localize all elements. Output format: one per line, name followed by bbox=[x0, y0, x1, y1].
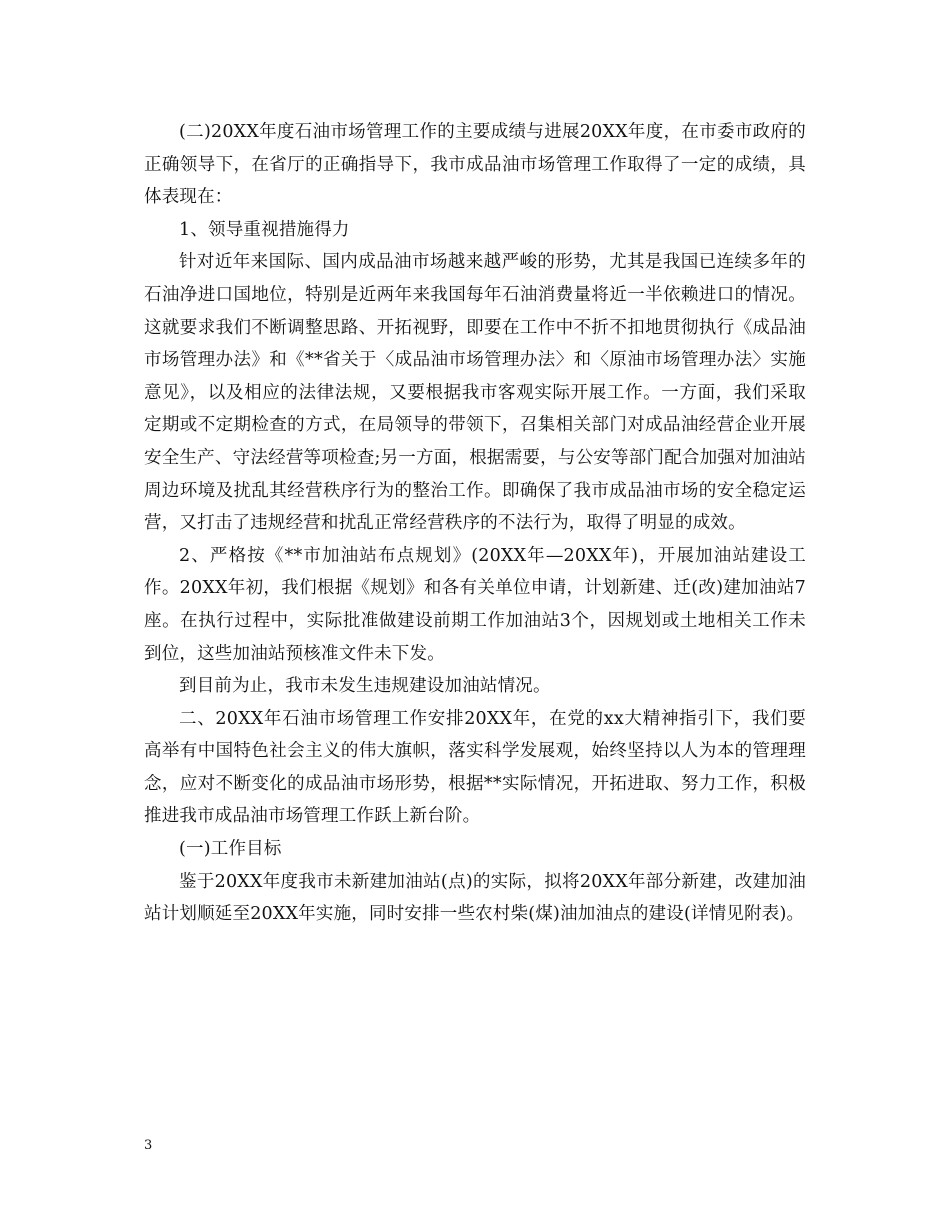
paragraph-heading-leadership: 1、领导重视措施得力 bbox=[179, 219, 350, 240]
paragraph-station-planning: 2、严格按《**市加油站布点规划》(20XX年—20XX年)，开展加油站建设工作。20XX年初，我们根据《规划》和各有关单位申请，计划新建、迁(改)建加油站7座。在执行过程中，实际批准做建设前期工作加油站3个，因规划或土地相关工作未到位，这些加油站预核准文件未下发。 bbox=[144, 545, 806, 664]
paragraph-work-arrangement: 二、20XX年石油市场管理工作安排20XX年，在党的xx大精神指引下，我们要高举有中国特色社会主义的伟大旗帜，落实科学发展观，始终坚持以人为本的管理理念，应对不断变化的成品油市场形势，根据**实际情况，开拓进取、努力工作，积极推进我市成品油市场管理工作跃上新台阶。 bbox=[144, 708, 806, 827]
paragraph-no-violations: 到目前为止，我市未发生违规建设加油站情况。 bbox=[179, 676, 551, 697]
page-number: 3 bbox=[144, 1138, 153, 1153]
paragraph-market-situation: 针对近年来国际、国内成品油市场越来越严峻的形势，尤其是我国已连续多年的石油净进口国地位，特别是近两年来我国每年石油消费量将近一半依赖进口的情况。这就要求我们不断调整思路、开拓视野，即要在工作中不折不扣地贯彻执行《成品油市场管理办法》和《**省关于〈成品油市场管理办法〉和〈原油市场管理办法〉实施意见》，以及相应的法律法规，又要根据我市客观实际开展工作。一方面，我们采取定期或不定期检查的方式，在局领导的带领下，召集相关部门对成品油经营企业开展安全生产、守法经营等项检查;另一方面，根据需要，与公安等部门配合加强对加油站周边环境及扰乱其经营秩序行为的整治工作。即确保了我市成品油市场的安全稳定运营，又打击了违规经营和扰乱正常经营秩序的不法行为，取得了明显的成效。 bbox=[144, 252, 806, 534]
document-body bbox=[144, 116, 806, 931]
paragraph-heading-goals: (一)工作目标 bbox=[179, 839, 282, 860]
paragraph-section-progress: (二)20XX年度石油市场管理工作的主要成绩与进展20XX年度，在市委市政府的正确领导下，在省厅的正确指导下，我市成品油市场管理工作取得了一定的成绩，具体表现在： bbox=[144, 122, 806, 208]
paragraph-goals-detail: 鉴于20XX年度我市未新建加油站(点)的实际，拟将20XX年部分新建，改建加油站计划顺延至20XX年实施，同时安排一些农村柴(煤)油加油点的建设(详情见附表)。 bbox=[144, 871, 806, 925]
